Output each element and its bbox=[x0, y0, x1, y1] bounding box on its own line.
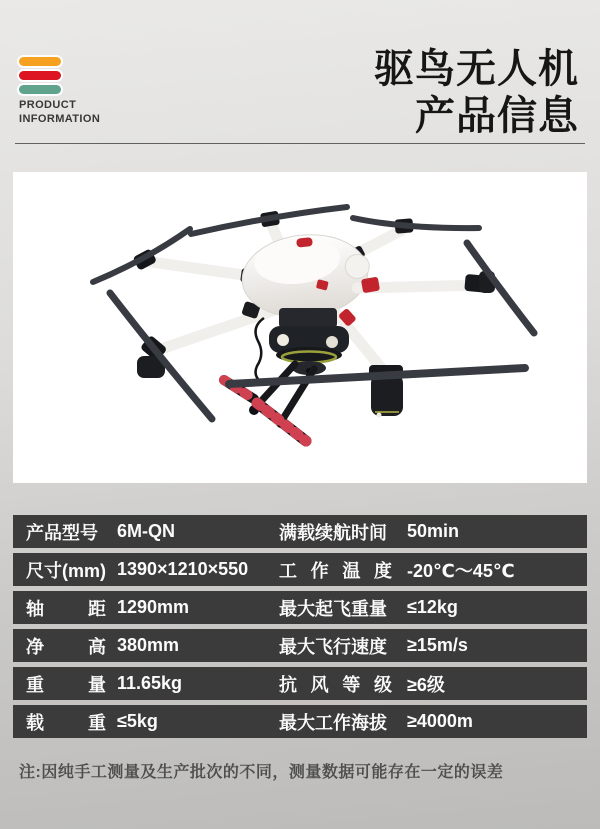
spec-value: ≥15m/s bbox=[407, 635, 468, 655]
payload-pod bbox=[256, 308, 349, 381]
spec-label: 轴距 bbox=[26, 598, 106, 619]
measurement-note: 注:因纯手工测量及生产批次的不同，测量数据可能存在一定的误差 bbox=[19, 764, 504, 781]
spec-value: ≤5kg bbox=[117, 711, 158, 731]
spec-value: 380mm bbox=[117, 635, 180, 655]
striped-skid bbox=[257, 403, 306, 441]
product-photo-frame bbox=[13, 172, 587, 483]
logo-bar-orange-icon bbox=[19, 57, 61, 66]
header-divider bbox=[15, 143, 585, 144]
spec-row-size bbox=[13, 553, 587, 586]
spec-table bbox=[13, 515, 587, 738]
spec-row-height bbox=[13, 629, 587, 662]
spec-label: 尺寸(mm) bbox=[26, 560, 106, 581]
logo-text bbox=[19, 99, 100, 126]
spec-label: 重量 bbox=[26, 674, 106, 695]
spec-value: ≥6级 bbox=[407, 674, 445, 695]
spec-value: 1390×1210×550 bbox=[117, 559, 249, 579]
logo-text-line1: PRODUCT bbox=[19, 99, 77, 111]
page-title-line1: 驱鸟无人机 bbox=[374, 47, 579, 91]
spec-label: 工作温度 bbox=[279, 560, 392, 581]
spec-row-model bbox=[13, 515, 587, 548]
spec-label: 最大飞行速度 bbox=[279, 636, 387, 657]
page-title-line2: 产品信息 bbox=[415, 94, 579, 138]
logo-bar-red-icon bbox=[19, 71, 61, 80]
spec-value: ≤12kg bbox=[407, 597, 458, 617]
antenna-wire bbox=[256, 318, 264, 381]
spec-label: 最大工作海拔 bbox=[279, 712, 387, 733]
spec-label: 满载续航时间 bbox=[279, 522, 387, 543]
spec-row-wheelbase bbox=[13, 591, 587, 624]
logo-bar-teal-icon bbox=[19, 85, 61, 94]
spec-value: 50min bbox=[407, 521, 460, 541]
spec-label: 载重 bbox=[26, 712, 106, 733]
spec-label: 最大起飞重量 bbox=[279, 598, 387, 619]
logo-text-line2: INFORMATION bbox=[19, 112, 101, 125]
hexacopter-drone-illustration bbox=[13, 172, 587, 483]
spec-value: 1290mm bbox=[117, 597, 190, 617]
drone-propellers-front bbox=[191, 207, 534, 384]
drone-arms-front bbox=[337, 285, 487, 370]
spec-value: 11.65kg bbox=[117, 673, 183, 693]
spec-value: -20℃～45℃ bbox=[407, 560, 515, 581]
spec-value: ≥4000m bbox=[407, 711, 473, 731]
page-title bbox=[374, 46, 579, 140]
landing-gear bbox=[224, 364, 314, 441]
spec-row-payload bbox=[13, 705, 587, 738]
spec-row-weight bbox=[13, 667, 587, 700]
spec-label: 产品型号 bbox=[26, 522, 98, 543]
spec-value: 6M-QN bbox=[117, 521, 175, 541]
logo-bars-icon bbox=[19, 57, 61, 99]
spec-label: 抗风等级 bbox=[279, 674, 392, 695]
spec-label: 净高 bbox=[26, 636, 106, 657]
